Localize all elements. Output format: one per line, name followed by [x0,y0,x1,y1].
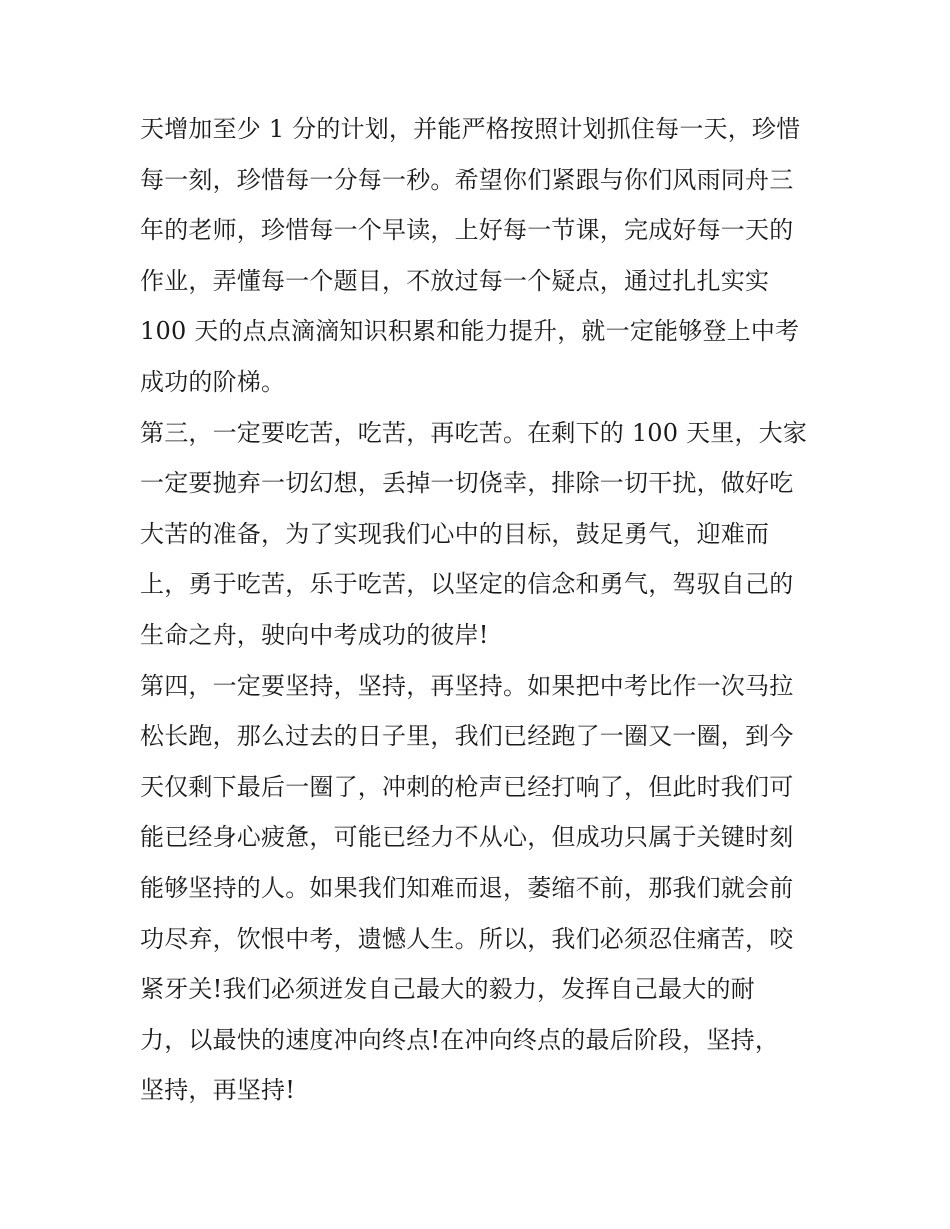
text-line: 松长跑，那么过去的日子里，我们已经跑了一圈又一圈，到今 [140,722,794,751]
text-line: 紧牙关!我们必须迸发自己最大的毅力，发挥自己最大的耐 [140,975,755,1004]
text-line: 一定要抛弃一切幻想，丢掉一切侥幸，排除一切干扰，做好吃 [140,469,794,498]
text-line: 上，勇于吃苦，乐于吃苦，以坚定的信念和勇气，驾驭自己的 [140,570,794,599]
text-line: 每一刻，珍惜每一分每一秒。希望你们紧跟与你们风雨同舟三 [140,165,794,194]
text-line: 能够坚持的人。如果我们知难而退，萎缩不前，那我们就会前 [140,873,794,902]
text-line: 作业，弄懂每一个题目，不放过每一个疑点，通过扎扎实实 [140,266,770,295]
text-line: 力，以最快的速度冲向终点!在冲向终点的最后阶段，坚持， [140,1025,780,1054]
text-line: 坚持，再坚持! [140,1076,296,1105]
text-line: 功尽弃，饮恨中考，遗憾人生。所以，我们必须忍住痛苦，咬 [140,924,794,953]
text-line: 大苦的准备，为了实现我们心中的目标，鼓足勇气，迎难而 [140,519,770,548]
text-line: 能已经身心疲惫，可能已经力不从心，但成功只属于关键时刻 [140,823,794,852]
text-line: 第三，一定要吃苦，吃苦，再吃苦。在剩下的 100 天里，大家 [140,418,808,447]
text-line: 年的老师，珍惜每一个早读，上好每一节课，完成好每一天的 [140,216,794,245]
text-line: 成功的阶梯。 [140,367,286,396]
body-text [140,104,820,1116]
text-line: 天仅剩下最后一圈了，冲刺的枪声已经打响了，但此时我们可 [140,772,794,801]
text-line: 天增加至少 1 分的计划，并能严格按照计划抓住每一天，珍惜 [140,115,801,143]
text-line: 100 天的点点滴滴知识积累和能力提升，就一定能够登上中考 [140,317,800,346]
text-line: 第四，一定要坚持，坚持，再坚持。如果把中考比作一次马拉 [140,671,794,700]
text-line: 生命之舟，驶向中考成功的彼岸! [140,620,489,649]
